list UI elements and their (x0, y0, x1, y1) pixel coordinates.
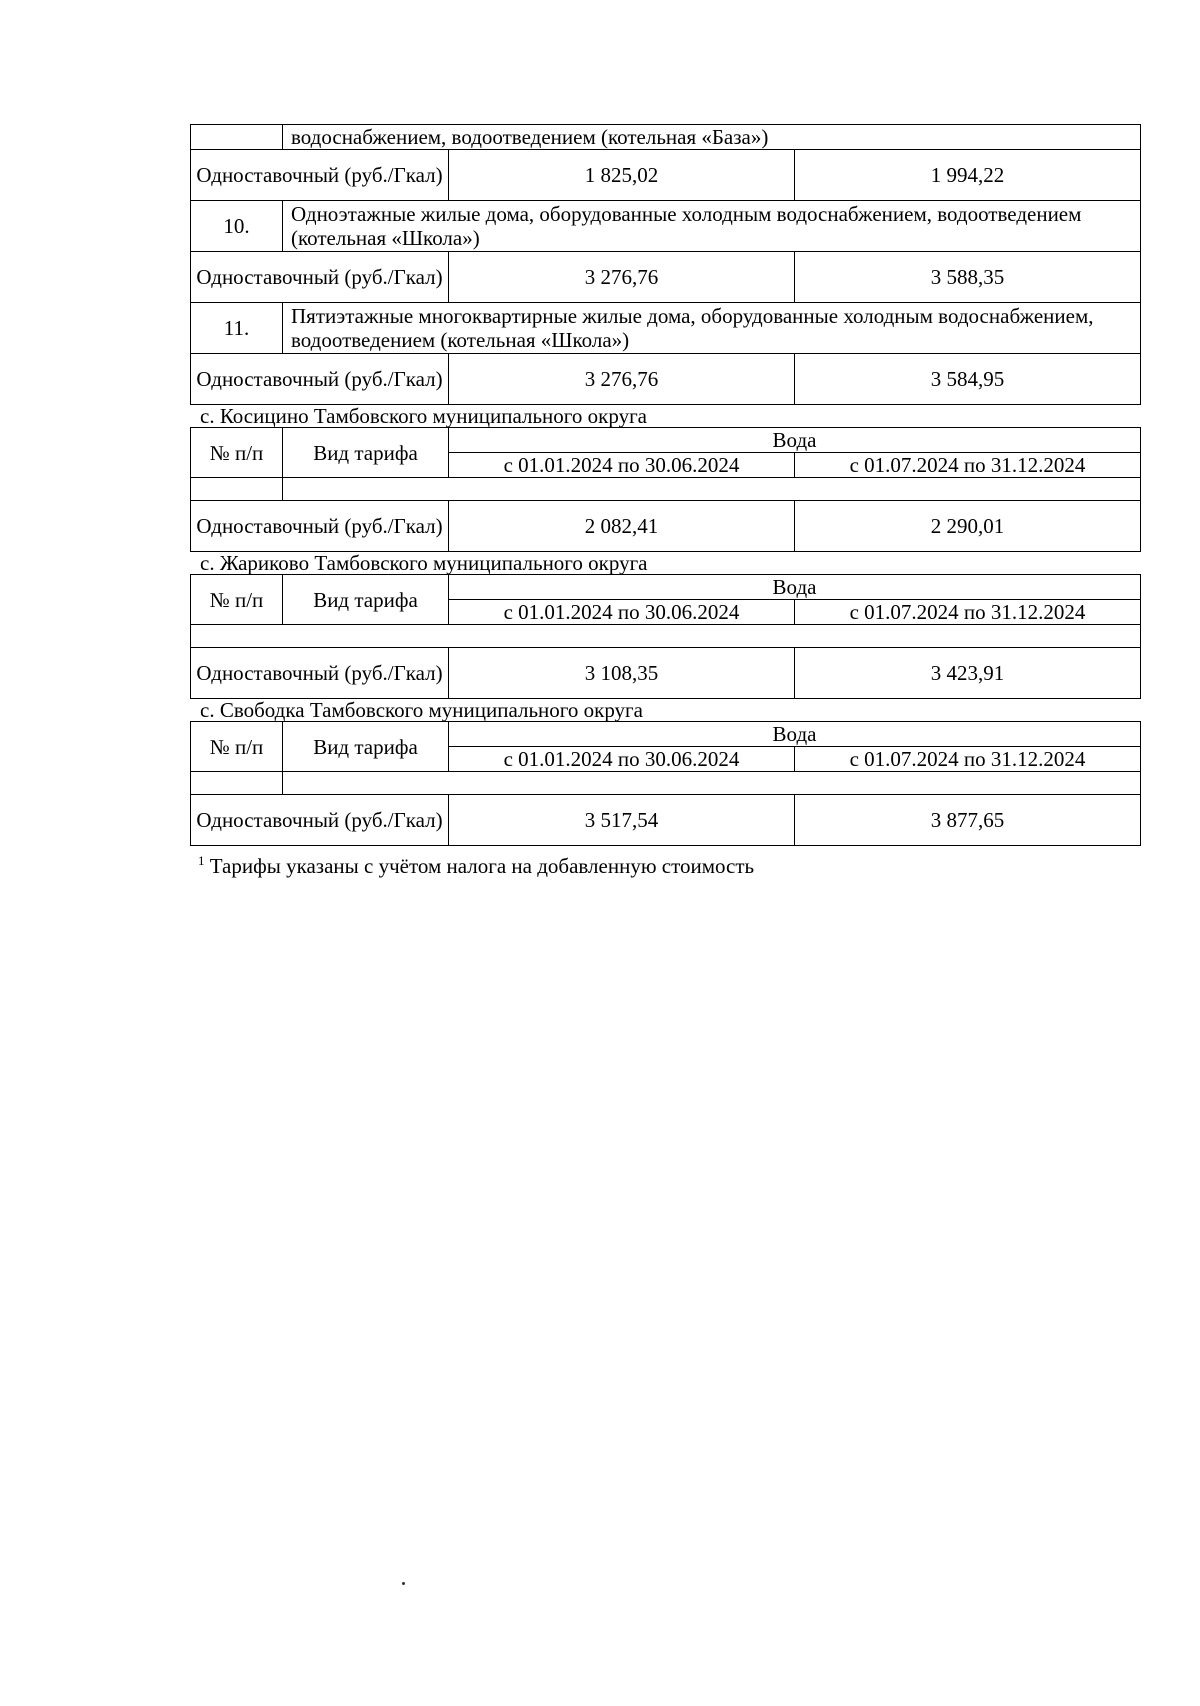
table-row (191, 354, 1141, 405)
tariff-value-h2: 3 584,95 (795, 354, 1141, 405)
footnote (190, 848, 1140, 879)
consumer-group-text: Пятиэтажные многоквартирные жилые дома, оборудованные холодным водоснабжением, водоотведением (котельная «Школа») (283, 303, 1141, 354)
tariff-type: Одноставочный (руб./Гкал) (191, 795, 449, 846)
column-header-period-1: с 01.01.2024 по 30.06.2024 (449, 600, 795, 625)
consumer-group-text: Одноэтажные жилые дома, оборудованные холодным водоснабжением, водоотведением (котельная «Школа») (283, 201, 1141, 252)
column-header-number: № п/п (191, 575, 283, 625)
column-header-period-2: с 01.07.2024 по 31.12.2024 (795, 600, 1141, 625)
section-caption: с. Косицино Тамбовского муниципального округа (200, 404, 647, 428)
table-row (191, 201, 1141, 252)
column-header-number: № п/п (191, 428, 283, 478)
row-number (191, 125, 283, 150)
table-row (191, 252, 1141, 303)
empty-cell (283, 772, 1141, 795)
column-header-period-2: с 01.07.2024 по 31.12.2024 (795, 747, 1141, 772)
column-header-period-2: с 01.07.2024 по 31.12.2024 (795, 453, 1141, 478)
tariff-value-h1: 1 825,02 (449, 150, 795, 201)
header-row (191, 428, 1141, 453)
footnote-marker: 1 (198, 853, 205, 868)
column-header-number: № п/п (191, 722, 283, 772)
column-header-group: Вода (449, 722, 1141, 747)
tariff-value-h1: 3 276,76 (449, 354, 795, 405)
empty-cell (283, 478, 1141, 501)
table-row (191, 303, 1141, 354)
column-header-group: Вода (449, 575, 1141, 600)
table-row (191, 772, 1141, 795)
tariff-type: Одноставочный (руб./Гкал) (191, 648, 449, 699)
header-row (191, 575, 1141, 600)
tariff-type: Одноставочный (руб./Гкал) (191, 150, 449, 201)
footnote-text: Тарифы указаны с учётом налога на добавленную стоимость (209, 854, 755, 878)
tariff-value-h2: 3 423,91 (795, 648, 1141, 699)
table-row (191, 795, 1141, 846)
tariff-value-h2: 2 290,01 (795, 501, 1141, 552)
table-row (191, 648, 1141, 699)
table-row (191, 125, 1141, 150)
consumer-group-text: водоснабжением, водоотведением (котельная «База») (283, 125, 1141, 150)
table-row (191, 478, 1141, 501)
column-header-period-1: с 01.01.2024 по 30.06.2024 (449, 747, 795, 772)
tariff-table-section (190, 721, 1141, 846)
tariff-type: Одноставочный (руб./Гкал) (191, 252, 449, 303)
document-page (190, 124, 1140, 879)
tariff-table-section (190, 574, 1141, 699)
column-header-tariff-type: Вид тарифа (283, 575, 449, 625)
tariff-value-h2: 1 994,22 (795, 150, 1141, 201)
empty-cell (191, 478, 283, 501)
section-caption: с. Свободка Тамбовского муниципального округа (200, 698, 643, 722)
table-row (191, 150, 1141, 201)
column-header-tariff-type: Вид тарифа (283, 722, 449, 772)
row-number: 11. (191, 303, 283, 354)
section-caption: с. Жариково Тамбовского муниципального округа (200, 551, 648, 575)
tariff-value-h1: 3 108,35 (449, 648, 795, 699)
empty-cell (191, 625, 1141, 648)
tariff-value-h1: 3 517,54 (449, 795, 795, 846)
row-number: 10. (191, 201, 283, 252)
scan-speck (402, 1582, 405, 1585)
table-row (191, 625, 1141, 648)
tariff-value-h1: 3 276,76 (449, 252, 795, 303)
tariff-value-h2: 3 877,65 (795, 795, 1141, 846)
tariff-type: Одноставочный (руб./Гкал) (191, 501, 449, 552)
column-header-tariff-type: Вид тарифа (283, 428, 449, 478)
header-row (191, 722, 1141, 747)
empty-cell (191, 772, 283, 795)
tariff-value-h2: 3 588,35 (795, 252, 1141, 303)
column-header-period-1: с 01.01.2024 по 30.06.2024 (449, 453, 795, 478)
table-row (191, 501, 1141, 552)
tariff-value-h1: 2 082,41 (449, 501, 795, 552)
column-header-group: Вода (449, 428, 1141, 453)
tariff-table-continued (190, 124, 1141, 405)
tariff-type: Одноставочный (руб./Гкал) (191, 354, 449, 405)
tariff-table-section (190, 427, 1141, 552)
